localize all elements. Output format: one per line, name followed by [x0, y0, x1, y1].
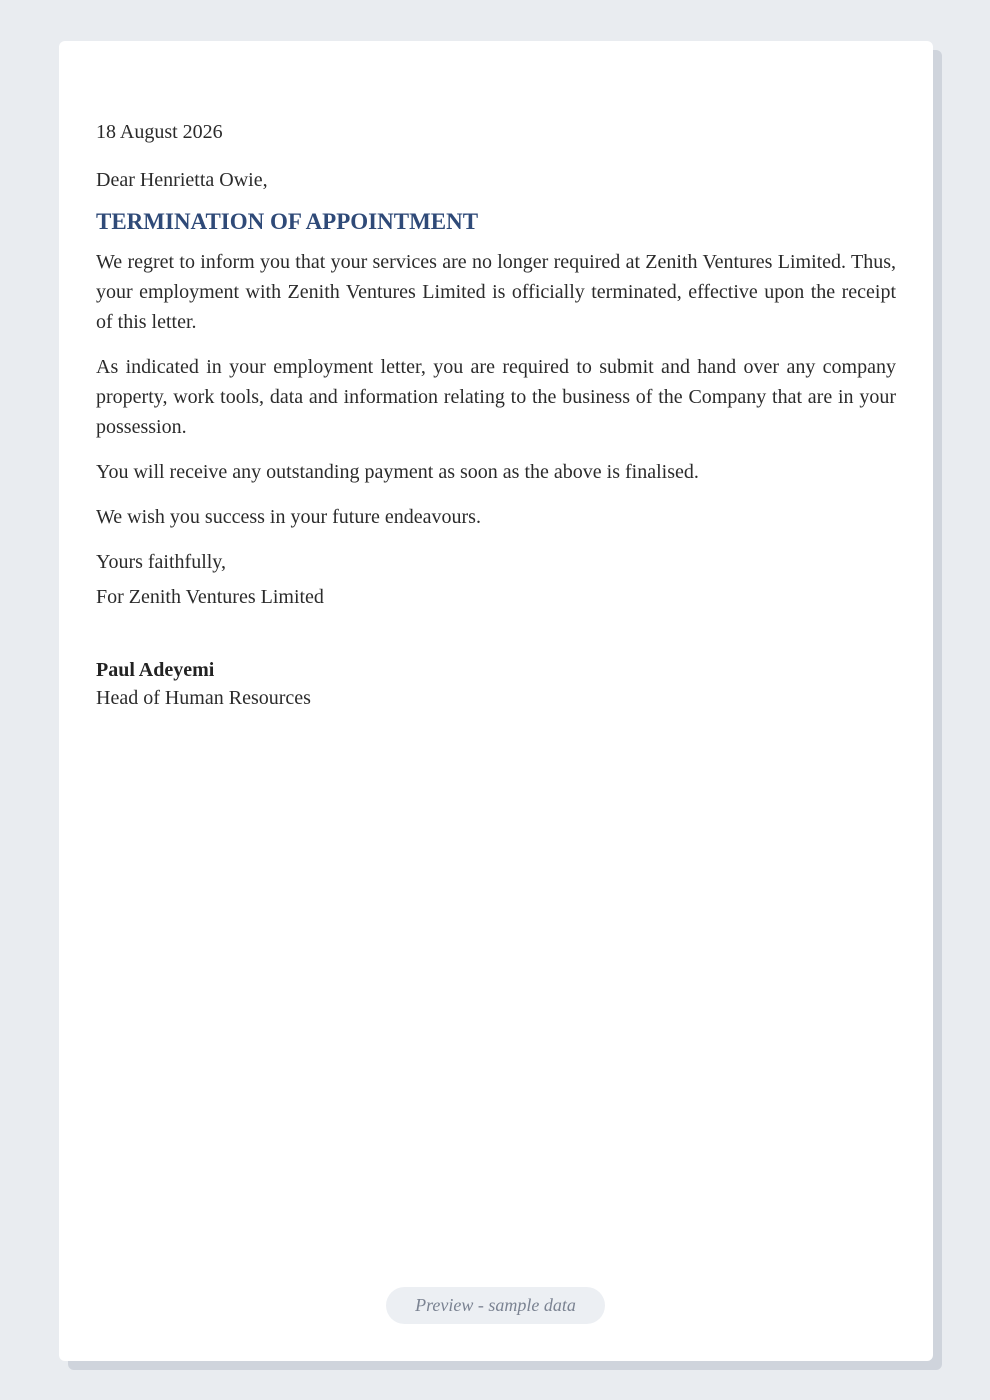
signer-title: Head of Human Resources: [96, 687, 311, 709]
paragraph-3: You will receive any outstanding payment as soon as the above is finalised.: [96, 461, 699, 483]
paragraph-1: We regret to inform you that your services are no longer required at Zenith Ventures Limited. Thus, your employment with Zenith Ventures Limited is officially terminated, effective upon the receipt of this letter.: [96, 251, 896, 333]
for-company: For Zenith Ventures Limited: [96, 586, 324, 608]
paragraph-4: We wish you success in your future endeavours.: [96, 506, 481, 528]
salutation: Dear Henrietta Owie,: [96, 169, 268, 191]
signer-name: Paul Adeyemi: [96, 659, 215, 681]
letter-page: [59, 41, 933, 1361]
letter-subject: TERMINATION OF APPOINTMENT: [96, 209, 479, 234]
preview-badge: Preview - sample data: [386, 1287, 605, 1324]
paragraph-2: As indicated in your employment letter, you are required to submit and hand over any company property, work tools, data and information relating to the business of the Company that are in your possession.: [96, 356, 896, 438]
letter-date: 18 August 2026: [96, 121, 223, 143]
closing: Yours faithfully,: [96, 551, 227, 573]
